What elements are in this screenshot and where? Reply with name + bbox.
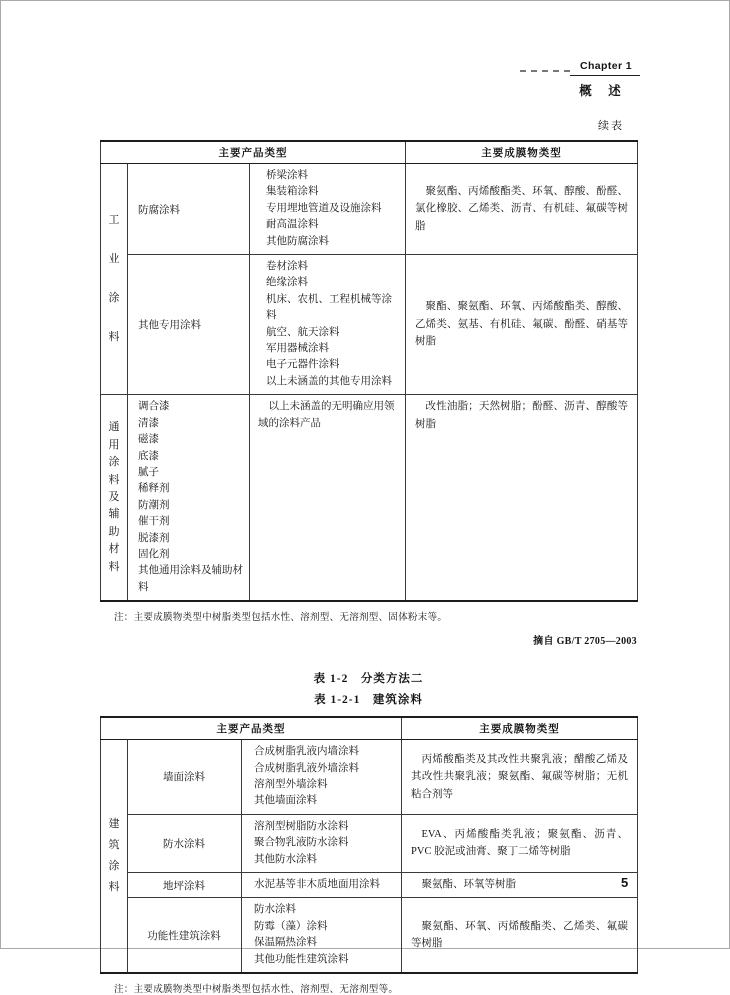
table-row bbox=[101, 898, 638, 973]
column-header-film: 主要成膜物类型 bbox=[406, 141, 638, 164]
category-cell: 防水涂料 bbox=[128, 814, 242, 872]
vertical-label-char: 通 bbox=[108, 421, 120, 434]
subitem: 合成树脂乳液外墙涂料 bbox=[254, 762, 359, 774]
category-list-item: 脱漆剂 bbox=[138, 532, 170, 544]
subitems-cell bbox=[250, 164, 406, 255]
table-row bbox=[101, 873, 638, 898]
subitem: 防水涂料 bbox=[254, 904, 296, 916]
subitem: 机床、农机、工程机械等涂料 bbox=[266, 293, 392, 322]
subitem: 航空、航天涂料 bbox=[266, 326, 340, 338]
column-header-products: 主要产品类型 bbox=[101, 717, 402, 740]
table-1-2-1-title: 表 1-2-1 建筑涂料 bbox=[314, 694, 423, 707]
vertical-label-char: 助 bbox=[108, 525, 120, 538]
category-cell: 其他专用涂料 bbox=[128, 255, 250, 395]
vertical-label-char: 料 bbox=[108, 881, 120, 894]
category-list-item: 稀释剂 bbox=[138, 483, 170, 495]
subitem: 其他防腐涂料 bbox=[266, 235, 329, 247]
running-head bbox=[520, 60, 640, 99]
table-1-2-title: 表 1-2 分类方法二 bbox=[313, 673, 424, 686]
subitems-cell bbox=[242, 873, 402, 898]
subitem: 水泥基等非木质地面用涂料 bbox=[254, 879, 380, 890]
subitem: 其他防水涂料 bbox=[254, 853, 317, 865]
table-row bbox=[101, 255, 638, 395]
subitem: 电子元器件涂料 bbox=[266, 359, 340, 371]
vertical-group-label bbox=[101, 395, 128, 601]
category-list-item: 催干剂 bbox=[138, 516, 170, 528]
subitem: 溶剂型外墙涂料 bbox=[254, 778, 328, 790]
vertical-label-char: 筑 bbox=[108, 839, 120, 852]
subitem: 军用器械涂料 bbox=[266, 343, 329, 355]
subitem: 聚合物乳液防水涂料 bbox=[254, 837, 349, 849]
vertical-label-char: 业 bbox=[108, 253, 120, 266]
subitem: 绝缘涂料 bbox=[266, 277, 308, 289]
category-cell: 墙面涂料 bbox=[128, 740, 242, 815]
subitems-cell bbox=[250, 255, 406, 395]
vertical-label-char: 材 bbox=[108, 543, 120, 556]
vertical-label-char: 涂 bbox=[108, 292, 120, 305]
subitem: 溶剂型树脂防水涂料 bbox=[254, 820, 349, 832]
film-types-cell: 改性油脂；天然树脂；酚醛、沥青、醇酸等树脂 bbox=[406, 395, 638, 601]
category-cell: 防腐涂料 bbox=[128, 164, 250, 255]
subitem: 集装箱涂料 bbox=[266, 186, 319, 198]
vertical-group-label bbox=[101, 740, 128, 973]
film-types-cell: 聚氨酯、环氧、丙烯酸酯类、乙烯类、氟碳等树脂 bbox=[402, 898, 638, 973]
film-types-cell: 丙烯酸酯类及其改性共聚乳液；醋酸乙烯及其改性共聚乳液；聚氨酯、氟碳等树脂；无机粘合剂等 bbox=[402, 740, 638, 815]
subitem: 保温隔热涂料 bbox=[254, 937, 317, 949]
section-label: 概 述 bbox=[579, 84, 623, 98]
table-row bbox=[101, 740, 638, 815]
subitems-cell bbox=[242, 898, 402, 973]
subitem: 桥梁涂料 bbox=[266, 170, 308, 181]
subitems-cell bbox=[242, 740, 402, 815]
category-list-item: 其他通用涂料及辅助材料 bbox=[138, 565, 243, 593]
film-types-cell: 聚氨酯、环氧等树脂 bbox=[402, 873, 638, 898]
table-header-row bbox=[101, 717, 638, 740]
subitem: 合成树脂乳液内墙涂料 bbox=[254, 746, 359, 758]
category-cell bbox=[128, 395, 250, 601]
vertical-label-char: 料 bbox=[108, 331, 120, 344]
page-number: 5 bbox=[621, 875, 629, 890]
category-list-item: 磁漆 bbox=[138, 434, 159, 446]
subitem: 卷材涂料 bbox=[266, 261, 308, 273]
vertical-label-char: 料 bbox=[108, 560, 120, 573]
table-1-source: 摘自 GB/T 2705—2003 bbox=[533, 636, 637, 648]
chapter-label: Chapter 1 bbox=[570, 60, 640, 76]
subitem: 其他功能性建筑涂料 bbox=[254, 953, 349, 965]
subitem: 耐高温涂料 bbox=[266, 219, 319, 231]
subitems-cell: 以上未涵盖的无明确应用领域的涂料产品 bbox=[250, 395, 406, 601]
vertical-label-char: 辅 bbox=[108, 508, 120, 521]
table-row bbox=[101, 164, 638, 255]
column-header-film: 主要成膜物类型 bbox=[402, 717, 638, 740]
category-list-item: 固化剂 bbox=[138, 548, 170, 560]
film-types-cell: EVA、丙烯酸酯类乳液；聚氨酯、沥青、PVC 胶泥或油膏、聚丁二烯等树脂 bbox=[402, 814, 638, 872]
vertical-label-char: 涂 bbox=[108, 860, 120, 873]
table-header-row bbox=[101, 141, 638, 164]
subitems-cell bbox=[242, 814, 402, 872]
vertical-group-label bbox=[101, 164, 128, 395]
vertical-label-char: 用 bbox=[108, 438, 120, 451]
column-header-products: 主要产品类型 bbox=[101, 141, 406, 164]
subitem: 以上未涵盖的其他专用涂料 bbox=[266, 375, 392, 387]
continued-table-label: 续表 bbox=[598, 120, 624, 132]
chapter-row bbox=[520, 60, 640, 76]
film-types-cell: 聚氨酯、丙烯酸酯类、环氧、醇酸、酚醛、氯化橡胶、乙烯类、沥青、有机硅、氟碳等树脂 bbox=[406, 164, 638, 255]
category-cell: 功能性建筑涂料 bbox=[128, 898, 242, 973]
category-list-item: 清漆 bbox=[138, 417, 159, 429]
table-2-note: 注：主要成膜物类型中树脂类型包括水性、溶剂型、无溶剂型等。 bbox=[114, 985, 399, 995]
dash-rule bbox=[520, 70, 570, 72]
classification-table-1 bbox=[100, 140, 638, 602]
category-list-item: 腻子 bbox=[138, 466, 159, 478]
vertical-label-char: 建 bbox=[108, 818, 120, 831]
category-list-item: 防潮剂 bbox=[138, 499, 170, 511]
category-cell: 地坪涂料 bbox=[128, 873, 242, 898]
vertical-label-char: 料 bbox=[108, 473, 120, 486]
table-row bbox=[101, 814, 638, 872]
subitem: 其他墙面涂料 bbox=[254, 795, 317, 807]
subitem: 专用埋地管道及设施涂料 bbox=[266, 202, 382, 214]
vertical-label-char: 工 bbox=[108, 214, 120, 227]
page-content bbox=[100, 140, 637, 995]
vertical-label-char: 及 bbox=[108, 491, 120, 504]
category-list-item: 调合漆 bbox=[138, 401, 170, 413]
film-types-cell: 聚酯、聚氨酯、环氧、丙烯酸酯类、醇酸、乙烯类、氨基、有机硅、氟碳、酚醛、硝基等树脂 bbox=[406, 255, 638, 395]
table-1-note: 注：主要成膜物类型中树脂类型包括水性、溶剂型、无溶剂型、固体粉末等。 bbox=[114, 613, 448, 624]
table-row bbox=[101, 395, 638, 601]
subitem: 防霉（藻）涂料 bbox=[254, 920, 328, 932]
classification-table-2 bbox=[100, 716, 638, 974]
category-list-item: 底漆 bbox=[138, 450, 159, 462]
vertical-label-char: 涂 bbox=[108, 456, 120, 469]
